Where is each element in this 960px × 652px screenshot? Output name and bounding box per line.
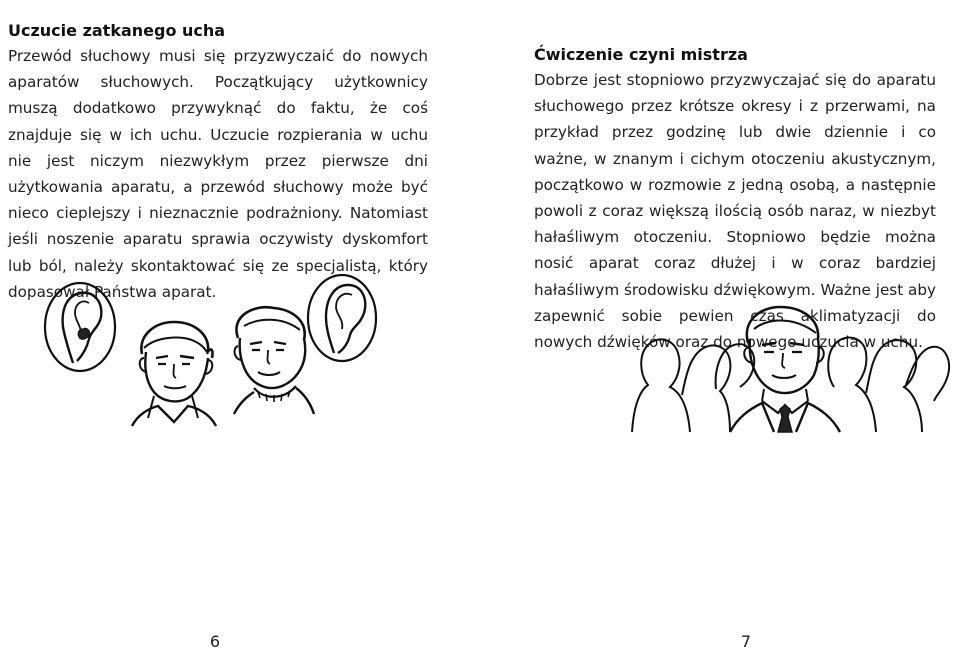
page-number: 6 (209, 632, 221, 651)
left-page-heading: Uczucie zatkanego ucha (8, 21, 226, 40)
right-page (480, 0, 960, 651)
page-number: 7 (740, 632, 752, 651)
left-page-body: Przewód słuchowy musi się przyzwyczaić do nowych aparatów słuchowych. Początkujący użytkownicy muszą dodatkowo przywyknąć do faktu, że coś znajduje się w ich uchu. Uczucie rozpierania w uchu nie jest niczym niezwykłym przez pierwsze dni użytkowania aparatu, a przewód słuchowy może być nieco cieplejszy i nieznacznie podrażniony. Natomiast jeśli noszenie aparatu sprawia oczywisty dyskomfort lub ból, należy skontaktować się ze specjalistą, który dopasował Państwa aparat. (8, 47, 428, 301)
man-portrait-illustration (128, 318, 220, 428)
man-in-crowd-illustration (630, 305, 954, 432)
ear-with-hearing-aid-illustration (43, 281, 117, 373)
right-page-heading: Ćwiczenie czyni mistrza (534, 45, 748, 64)
man-turtleneck-illustration (224, 304, 316, 416)
ear-illustration (306, 273, 378, 363)
right-page-body: Dobrze jest stopniowo przyzwyczajać się do aparatu słuchowego przez krótsze okresy i z przerwami, na przykład przez godzinę lub dwie dziennie i co ważne, w znanym i cichym otoczeniu akustycznym, początkowo w rozmowie z jedną osobą, a następnie powoli z coraz większą ilością osób naraz, w niezbyt hałaśliwym otoczeniu. Stopniowo będzie można nosić aparat coraz dłużej i w coraz bardziej hałaśliwym środowisku dźwiękowym. Ważne jest aby zapewnić sobie pewien czas aklimatyzacji do nowych dźwięków oraz do nowego uczucia w uchu. (534, 71, 936, 352)
left-page (0, 0, 480, 651)
